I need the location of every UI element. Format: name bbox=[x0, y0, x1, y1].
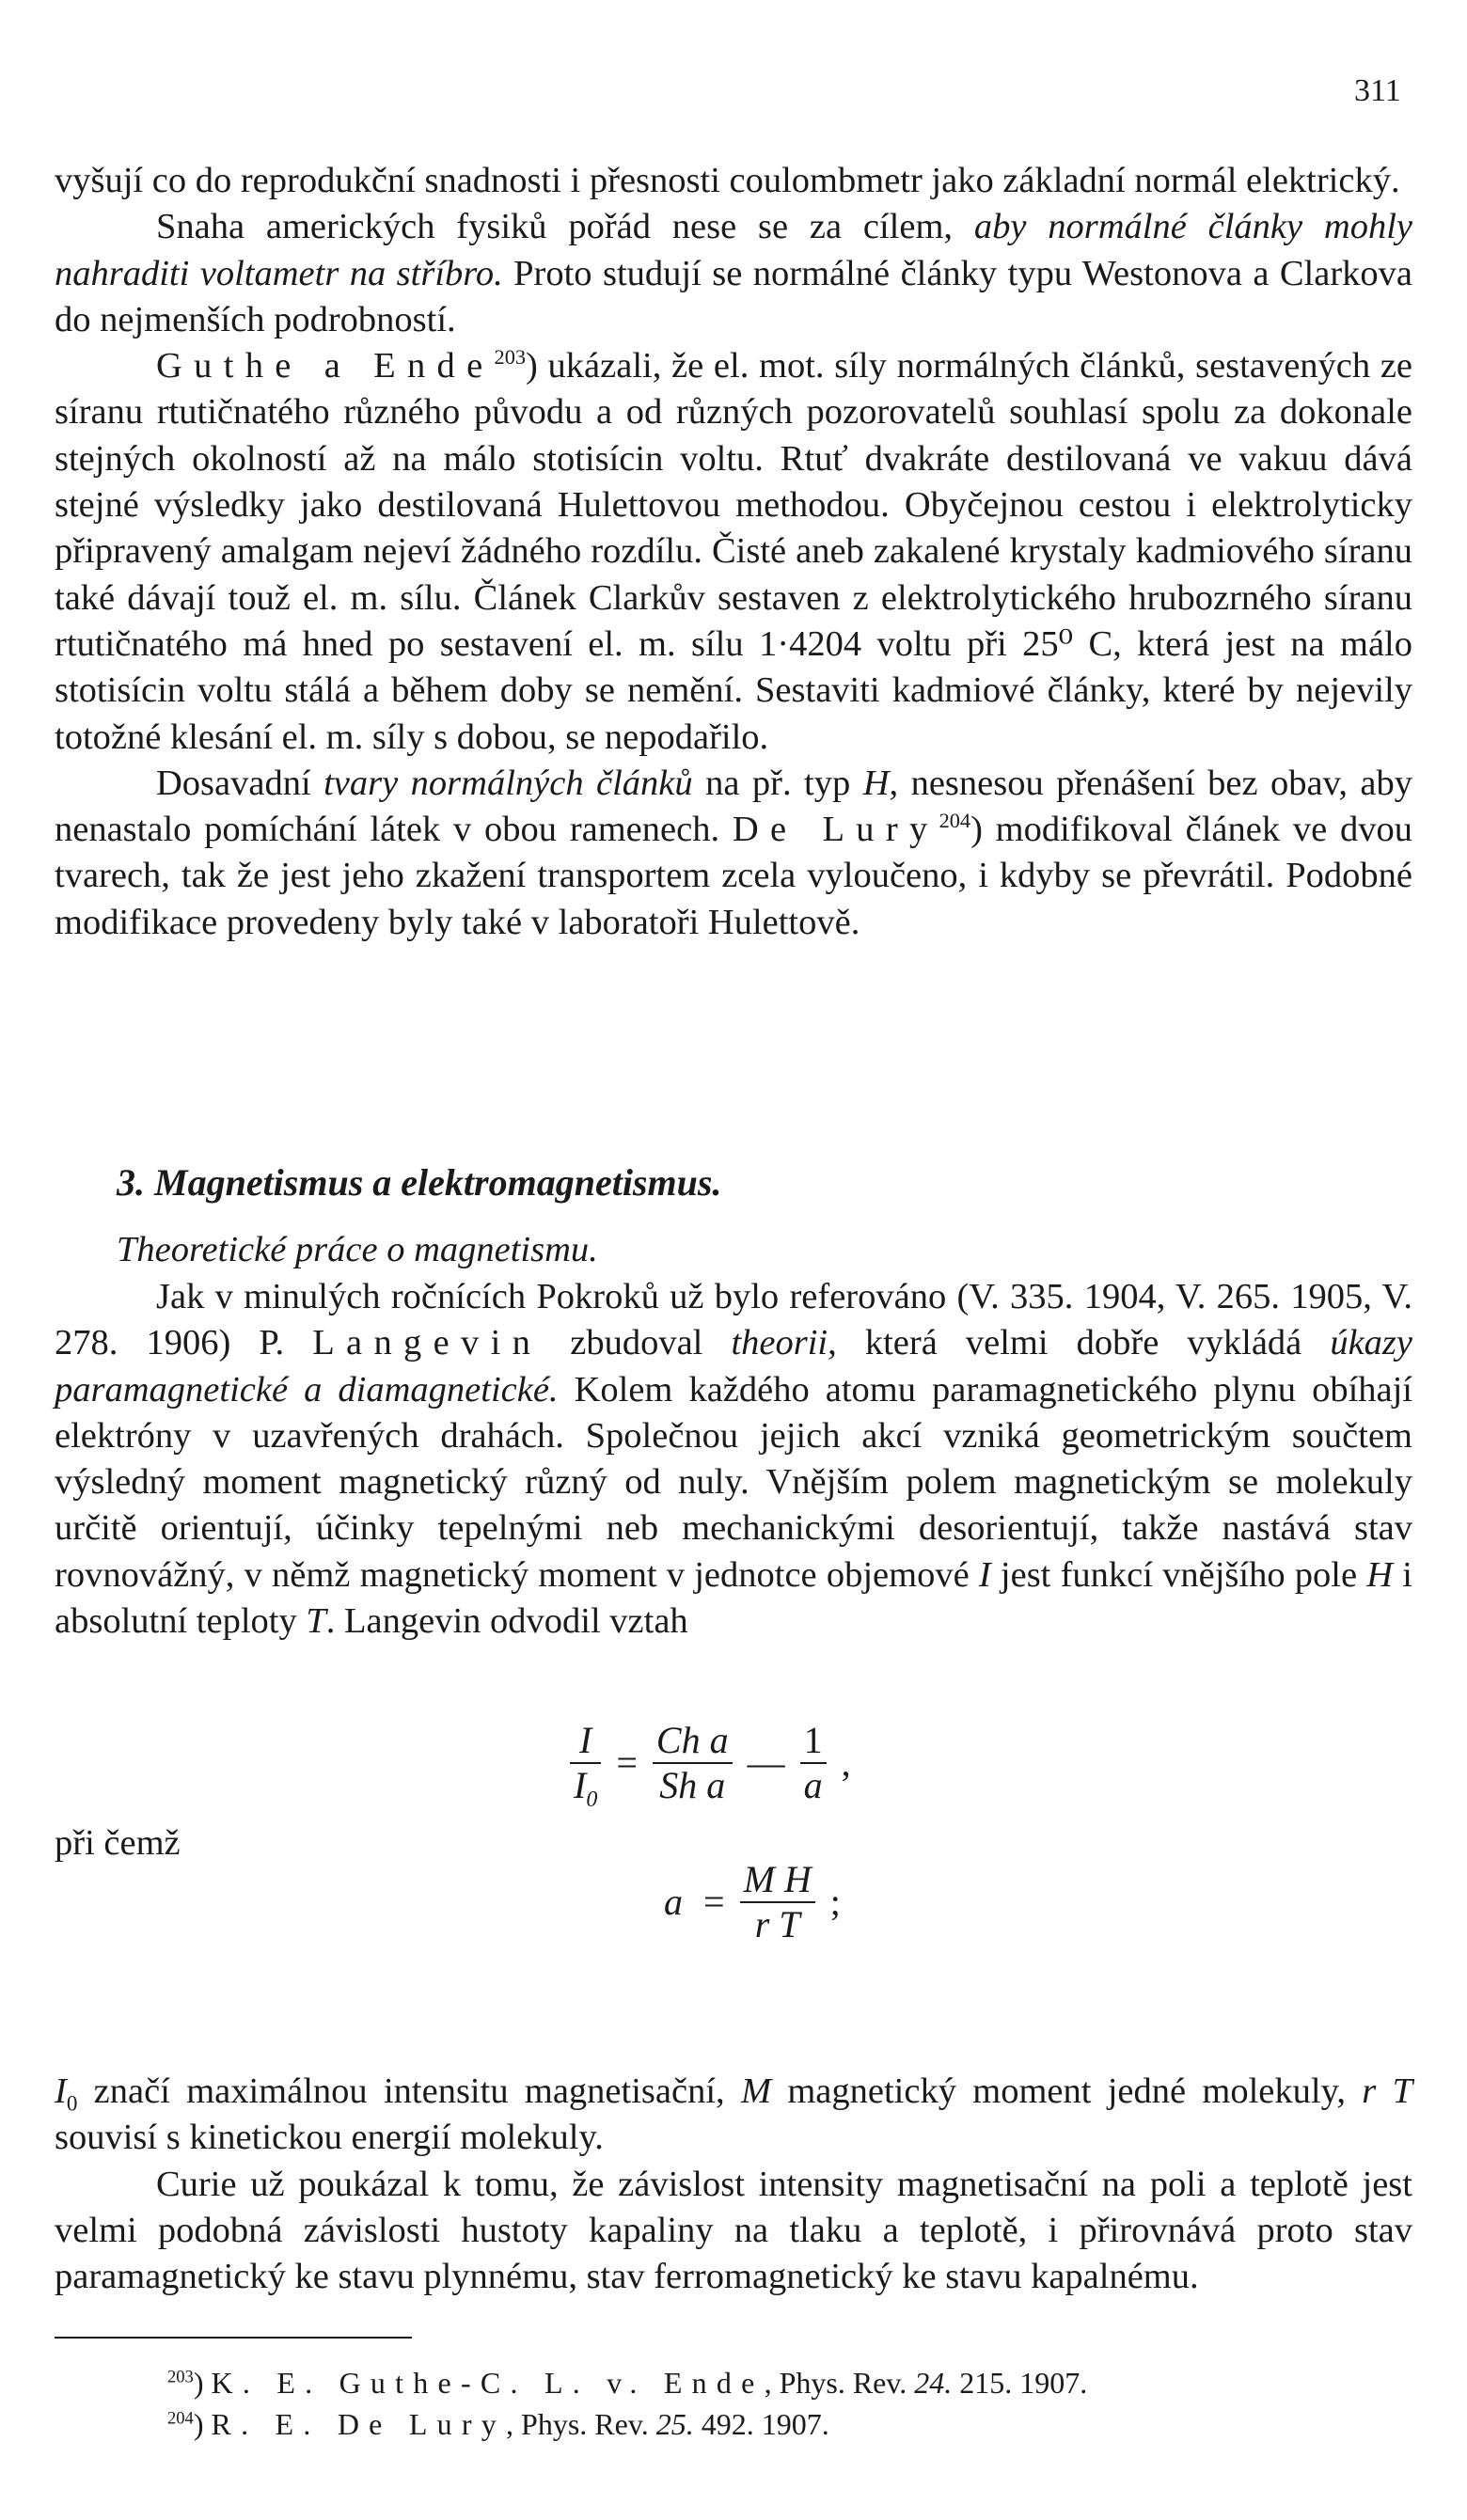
body-text-middle bbox=[55, 1274, 1412, 1645]
footnotes bbox=[167, 2362, 1087, 2445]
paragraph: vyšují co do reprodukční snadnosti i přesnosti coulombmetr jako základní normál elektrický. bbox=[55, 161, 1400, 200]
fraction: $\frac{1}{a}$ bbox=[800, 1719, 827, 1807]
author-name: Guthe a Ende bbox=[156, 346, 495, 386]
footnote: $^{204}$) R. E. De Lury, Phys. Rev. 25. 492. 1907. bbox=[167, 2407, 829, 2441]
body-text-bottom bbox=[55, 2069, 1412, 2300]
fraction: $\frac{\text{Ch a}}{\text{Sh a}}$ bbox=[653, 1719, 733, 1807]
paragraph: Guthe a Ende$^{203}$) ukázali, že el. mot. síly normálných článků, sestavených ze síranu rtutičnatého různého původu a od různých pozorovatelů souhlasí spolu za dokonale stejných okolností až na málo stotisícin voltu. Rtuť dvakráte destilovaná ve vakuu dává stejné výsledky jako destilovaná Hulettovou methodou. Obyčejnou cestou i elektrolyticky připravený amalgam nejeví žádného rozdílu. Čisté aneb zakalené krystaly kadmiového síranu také dávají touž el. m. sílu. Článek Clarkův sestaven z elektrolytického hrubozrného síranu rtutičnatého má hned po sestavení el. m. sílu 1·4204 voltu při 25⁰ C, která jest na málo stotisícin voltu stálá a během doby se nemění. Sestaviti kadmiové články, které by nejevily totožné klesání el. m. síly s dobou, se nepodařilo. bbox=[55, 345, 1412, 757]
paragraph: Dosavadní tvary normálných článků na př. typ H, nesnesou přenášení bez obav, aby nenastalo pomíchání látek v obou ramenech. De Lury$^{204}$) modifikoval článek ve dvou tvarech, tak že jest jeho zkažení transportem zcela vyloučeno, i kdyby se převrátil. Podobné modifikace provedeny byly také v laboratoři Hulettově. bbox=[55, 763, 1412, 942]
paragraph: Jak v minulých ročnících Pokroků už bylo referováno (V. 335. 1904, V. 265. 1905, V. 278. 1906) P. Langevin zbudoval theorii, která velmi dobře vykládá úkazy paramagnetické a diamagnetické. Kolem každého atomu paramagnetického plynu obíhají elektróny v uzavřených drahách. Společnou jejich akcí vzniká geometrickým součtem výsledný moment magnetický různý od nuly. Vnějším polem magnetickým se molekuly určitě orientují, účinky tepelnými neb mechanickými desorientují, takže nastává stav rovnovážný, v němž magnetický moment v jednotce objemové I jest funkcí vnějšího pole H i absolutní teploty T. Langevin odvodil vztah bbox=[55, 1277, 1413, 1642]
paragraph: Curie už poukázal k tomu, že závislost intensity magnetisační na poli a teplotě jest velmi podobná závislosti hustoty kapaliny na tlaku a teplotě, i přirovnává proto stav paramagnetický ke stavu plynnému, stav ferromagnetický ke stavu kapalnému. bbox=[55, 2164, 1412, 2297]
footnote-rule bbox=[55, 2337, 412, 2339]
section-heading: 3. Magnetismus a elektromagnetismus. bbox=[117, 1161, 722, 1204]
body-text-top bbox=[55, 158, 1412, 946]
footnote-ref: 204 bbox=[939, 809, 971, 833]
footnote-ref: 203 bbox=[494, 345, 527, 370]
equation-a: a = $\frac{\text{M H}}{\text{r T}}$ ; bbox=[664, 1858, 841, 1945]
equation-langevin: $\frac{I}{I_0}$ = $\frac{\text{Ch a}}{\text{Sh a}}$ — $\frac{1}{a}$ , bbox=[570, 1719, 857, 1807]
fraction: $\frac{\text{M H}}{\text{r T}}$ bbox=[740, 1858, 815, 1946]
footnote: $^{203}$) K. E. Guthe-C. L. v. Ende, Phys. Rev. 24. 215. 1907. bbox=[167, 2366, 1088, 2400]
section-subheading: Theoretické práce o magnetismu. bbox=[117, 1230, 598, 1269]
text-label: při čemž bbox=[55, 1823, 181, 1863]
paragraph: $I_0$ značí maximálnou intensitu magnetisační, M magnetický moment jedné molekuly, r T souvisí s kinetickou energií molekuly. bbox=[55, 2071, 1412, 2158]
paragraph: Snaha amerických fysiků pořád nese se za cílem, aby normálné články mohly nahraditi voltametr na stříbro. Proto studují se normálné články typu Westonova a Clarkova do nejmenších podrobností. bbox=[55, 207, 1412, 339]
author-name: De Lury bbox=[732, 810, 939, 850]
author-name: Langevin bbox=[312, 1323, 543, 1363]
fraction: $\frac{I}{I_0}$ bbox=[570, 1719, 601, 1807]
page-number: 311 bbox=[1354, 73, 1401, 108]
